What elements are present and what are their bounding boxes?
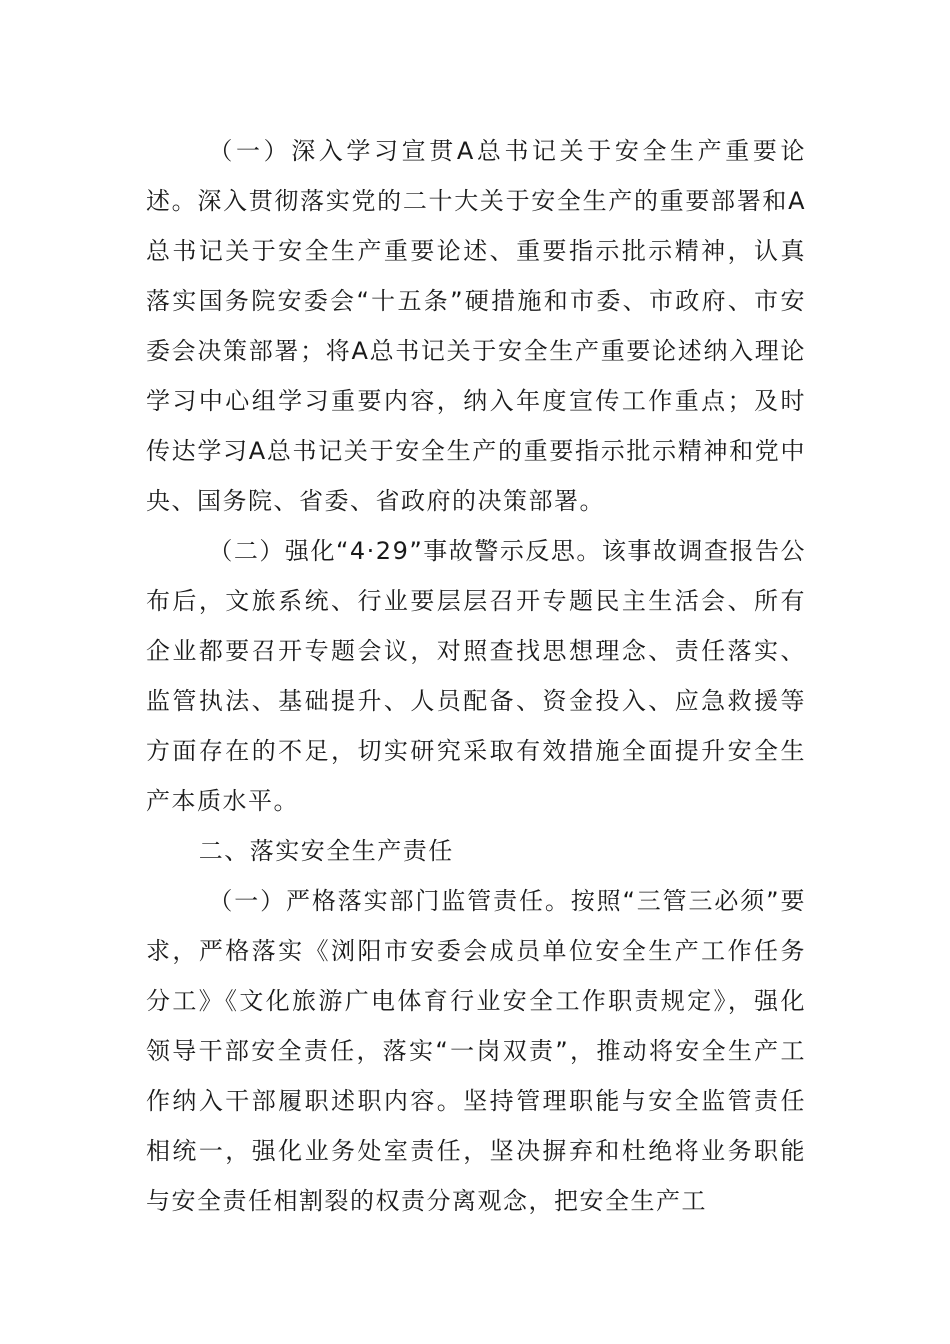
paragraph-accident-reflection: （二）强化“4·29”事故警示反思。该事故调查报告公布后，文旅系统、行业要层层召开专题民主生活会、所有企业都要召开专题会议，对照查找思想理念、责任落实、监管执法、基础提升、人员配备、资金投入、应急救援等方面存在的不足，切实研究采取有效措施全面提升安全生产本质水平。 — [146, 537, 806, 815]
paragraph-study-safety-discourse: （一）深入学习宣贯A总书记关于安全生产重要论述。深入贯彻落实党的二十大关于安全生产的重要部署和A总书记关于安全生产重要论述、重要指示批示精神，认真落实国务院安委会“十五条”硬措施和市委、市政府、市安委会决策部署；将A总书记关于安全生产重要论述纳入理论学习中心组学习重要内容，纳入年度宣传工作重点；及时传达学习A总书记关于安全生产的重要指示批示精神和党中央、国务院、省委、省政府的决策部署。 — [146, 137, 806, 515]
document-body — [146, 126, 806, 1226]
paragraph-department-supervision: （一）严格落实部门监管责任。按照“三管三必须”要求，严格落实《浏阳市安委会成员单位安全生产工作任务分工》《文化旅游广电体育行业安全工作职责规定》，强化领导干部安全责任，落实“一岗双责”，推动将安全生产工作纳入干部履职述职内容。坚持管理职能与安全监管责任相统一，强化业务处室责任，坚决摒弃和杜绝将业务职能与安全责任相割裂的权责分离观念，把安全生产工 — [146, 887, 806, 1215]
section-heading-safety-responsibility: 二、落实安全生产责任 — [198, 837, 454, 865]
